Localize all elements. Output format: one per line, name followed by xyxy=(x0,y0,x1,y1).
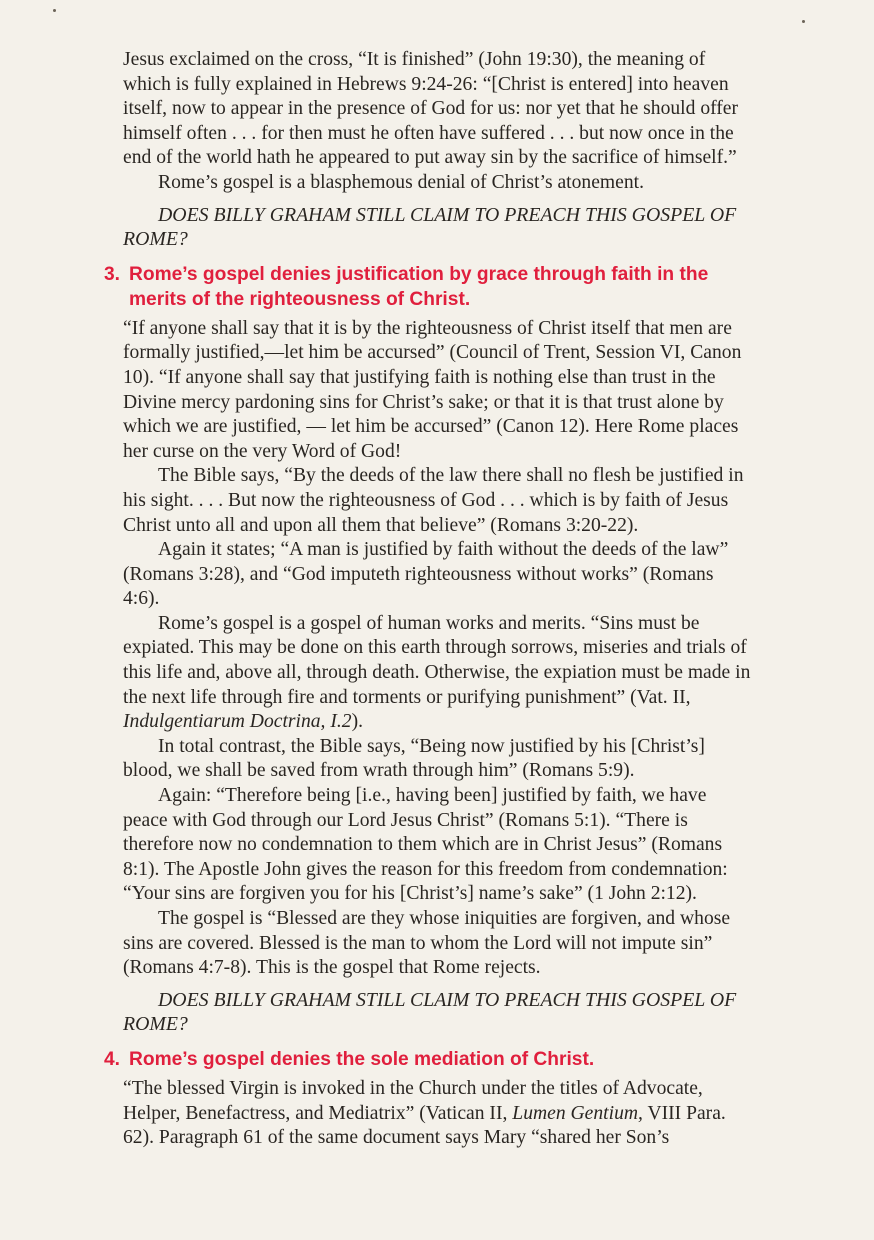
total-contrast-paragraph: In total contrast, the Bible says, “Being now justified by his [Christ’s] blood, we shall be saved from wrath through him” (Romans 5:9). xyxy=(123,735,705,782)
section-4-number: 4. xyxy=(104,1048,121,1070)
virgin-mediatrix-paragraph xyxy=(123,1077,753,1151)
human-works-tail: ). xyxy=(351,711,364,733)
section-4-heading xyxy=(104,1047,753,1072)
text-column xyxy=(104,48,753,1151)
section-3-title: Rome’s gospel denies justification by grace through faith in the merits of the righteousness of Christ. xyxy=(129,263,709,310)
human-works-paragraph xyxy=(123,612,753,735)
virgin-tail: VIII Para. 62). Paragraph 61 of the same document says Mary “shared her Son’s xyxy=(123,1102,726,1149)
section-4-title: Rome’s gospel denies the sole mediation of Christ. xyxy=(129,1048,595,1070)
human-works-text: Rome’s gospel is a gospel of human works and merits. “Sins must be expiated. This may be done on this earth through sorrows, miseries and trials of this life and, above all, through death. Otherwise, the expiation must be made in the next life through fire and torments or purifying punishment” (Vat. II, xyxy=(123,612,751,708)
paper-speck xyxy=(53,9,56,12)
section-3-heading xyxy=(104,262,753,312)
virgin-text: “The blessed Virgin is invoked in the Church under the titles of Advocate, Helper, Benefactress, and Mediatrix” (Vatican II, xyxy=(123,1077,703,1124)
gospel-blessed-paragraph: The gospel is “Blessed are they whose iniquities are forgiven, and whose sins are covered. Blessed is the man to whom the Lord will not impute sin” (Romans 4:7-8). This is the gospel that Rome rejects. xyxy=(123,908,731,979)
indulgentiarum-title: Indulgentiarum Doctrina, I.2 xyxy=(123,711,352,733)
again-it-states-paragraph: Again it states; “A man is justified by faith without the deeds of the law” (Romans 3:28), and “God imputeth righteousness without works” (Romans 4:6). xyxy=(123,539,729,610)
bible-says-paragraph: The Bible says, “By the deeds of the law there shall no flesh be justified in his sight. . . . But now the righteousness of God . . . which is by faith of Jesus Christ unto all and upon all them that believe” (Romans 3:20-22). xyxy=(123,465,744,536)
atonement-paragraph: Rome’s gospel is a blasphemous denial of Christ’s atonement. xyxy=(158,171,644,193)
justified-by-faith-paragraph: Again: “Therefore being [i.e., having been] justified by faith, we have peace with God through our Lord Jesus Christ” (Romans 5:1). “There is therefore now no condemnation to them which are in Christ Jesus” (Romans 8:1). The Apostle John gives the reason for this freedom from condemnation: “Your sins are forgiven you for his [Christ’s] name’s sake” (1 John 2:12). xyxy=(123,785,728,905)
intro-paragraph: Jesus exclaimed on the cross, “It is finished” (John 19:30), the meaning of which is fully explained in Hebrews 9:24-26: “[Christ is entered] into heaven itself, now to appear in the presence of God for us: nor yet that he should offer himself often . . . for then must he often have suffered . . . but now once in the end of the world hath he appeared to put away sin by the sacrifice of himself.” xyxy=(123,49,739,169)
section-3-number: 3. xyxy=(104,263,121,285)
lumen-gentium-title: Lumen Gentium, xyxy=(512,1102,643,1124)
billy-graham-question-1: DOES BILLY GRAHAM STILL CLAIM TO PREACH THIS GOSPEL OF ROME? xyxy=(123,203,737,251)
council-of-trent-paragraph: “If anyone shall say that it is by the righteousness of Christ itself that men are formally justified,—let him be accursed” (Council of Trent, Session VI, Canon 10). “If anyone shall say that justifying faith is nothing else than trust in the Divine mercy pardoning sins for Christ’s sake; or that it is that trust alone by which we are justified, — let him be accursed” (Canon 12). Here Rome places her curse on the very Word of God! xyxy=(123,317,742,462)
paper-speck xyxy=(802,20,805,23)
billy-graham-question-2: DOES BILLY GRAHAM STILL CLAIM TO PREACH THIS GOSPEL OF ROME? xyxy=(123,988,737,1036)
